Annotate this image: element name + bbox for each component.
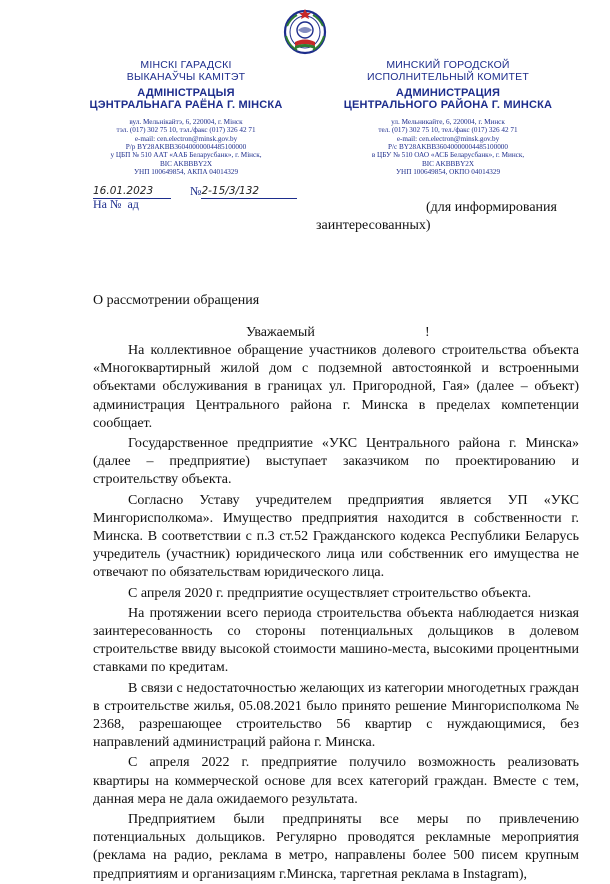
greeting-exclamation: ! [425,325,430,340]
letterhead-admin-line: АДМІНІСТРАЦЫЯ [137,86,235,99]
letter-body [93,342,579,884]
contact-line: тэл. (017) 302 75 10, тэл./факс (017) 326 42 71 [116,126,256,135]
contact-line: тел. (017) 302 75 10, тел./факс (017) 326 42 71 [378,126,518,135]
greeting-word: Уважаемый [246,325,315,340]
addressee-line: (для информирования [426,200,557,215]
contact-line: e-mail: cen.electron@minsk.gov.by [134,134,238,143]
state-emblem-icon [281,6,329,56]
registration-date: 16.01.2023 [93,185,154,197]
contact-line: УНП 100649854, АКПА 04014329 [133,167,239,176]
letterhead-contact-block [66,118,306,176]
letterhead-russian [328,60,568,176]
contact-line: ул. Мельникайте, 6, 220004, г. Минск [391,118,505,127]
contact-line: в ЦБУ № 510 ОАО «АСБ Беларусбанк», г. Минск, [371,151,525,160]
letterhead-org-line: ВЫКАНАЎЧЫ КАМІТЭТ [126,70,246,83]
letterhead-admin-line: ЦЕНТРАЛЬНОГО РАЙОНА Г. МИНСКА [343,98,553,111]
letterhead-belarusian [66,60,306,176]
addressee-block [316,199,586,235]
letterhead-admin-line: АДМИНИСТРАЦИЯ [395,86,501,99]
letterhead-org-line: МІНСКІ ГАРАДСКІ [140,59,232,71]
letterhead-admin-line: ЦЭНТРАЛЬНАГА РАЁНА Г. МІНСКА [89,98,283,111]
body-paragraph: Государственное предприятие «УКС Центрального района г. Минска» (далее – предприятие) выступает заказчиком по проектированию и строительству объекта. [93,436,579,488]
body-paragraph: На коллективное обращение участников долевого строительства объекта «Многоквартирный жилой дом с подземной автостоянкой и встроенными объектами обслуживания в границах ул. Пригородной, Гая» (далее – объект) администрация Центрального района г. Минска в пределах компетенции сообщает. [93,343,579,431]
body-paragraph: С апреля 2022 г. предприятие получило возможность реализовать квартиры на коммерческой основе для всех категорий граждан. Вместе с тем, данная мера не дала ожидаемого результата. [93,755,579,807]
contact-line: УНП 100649854, ОКПО 04014329 [395,167,501,176]
contact-line: вул. Мельнікайтэ, 6, 220004, г. Мінск [129,118,243,127]
reference-from-label: ад [127,197,139,211]
contact-line: BIC AKBBBY2X [421,159,475,168]
contact-line: e-mail: cen.electron@minsk.gov.by [396,134,500,143]
body-paragraph: Предприятием были предприняты все меры по привлечению потенциальных дольщиков. Регулярно проводятся рекламные мероприятия (реклама на радио, реклама в метро, направлены более 500 писем крупным предприятиям и организациям г.Минска, таргетная реклама в Instagram), [93,812,579,882]
contact-line: Р/с BY28AKBB36040000004485100000 [388,142,508,151]
contact-line: у ЦБП № 510 ААТ «ААБ Беларусбанк», г. Мінск, [110,151,262,160]
letterhead-contact-block [328,118,568,176]
reference-on-label: На № [93,197,122,211]
registration-number: 2-15/3/132 [201,185,260,197]
contact-line: Р/р BY28AKBB36040000004485100000 [125,142,247,151]
registration-number-label: № [190,184,202,198]
registration-reference [93,197,142,212]
letter-subject: О рассмотрении обращения [93,293,260,308]
letterhead-org-line: МИНСКИЙ ГОРОДСКОЙ [386,59,510,71]
body-paragraph: С апреля 2020 г. предприятие осуществляет строительство объекта. [128,585,532,601]
addressee-line: заинтересованных) [316,218,431,234]
contact-line: BIC AKBBBY2X [159,159,213,168]
body-paragraph: На протяжении всего периода строительства объекта наблюдается низкая заинтересованность со стороны потенциальных дольщиков в долевом строительстве ввиду высокой стоимости машино-места, высокими процентными ставками по кредитам. [93,605,579,676]
body-paragraph: В связи с недостаточностью желающих из категории многодетных граждан в строительстве жилья, 05.08.2021 было принято решение Мингорисполкома № 2368, разрешающее строительство 56 квартир с нуждающимися, без направлений администраций района г. Минска. [93,680,579,751]
body-paragraph: Согласно Уставу учредителем предприятия является УП «УКС Мингорисполкома». Имущество предприятия находится в собственности г. Минска. В соответствии с п.3 ст.52 Гражданского кодекса Республики Беларусь учредитель (участник) юридического лица или собственник его имущества не отвечают по обязательствам юридического лица. [93,492,579,581]
letterhead-org-line: ИСПОЛНИТЕЛЬНЫЙ КОМИТЕТ [367,70,529,83]
